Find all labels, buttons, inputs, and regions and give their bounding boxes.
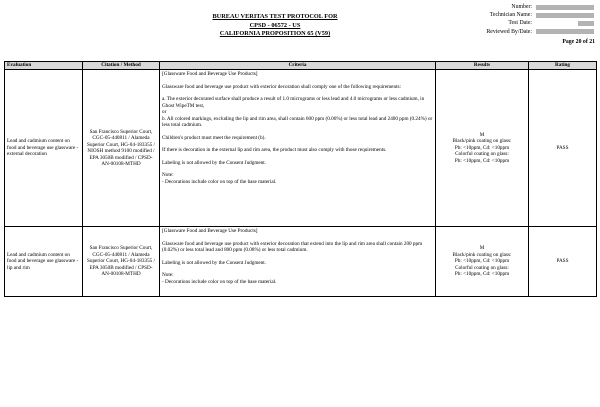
citation-cell: San Francisco Superior Court, CGC-05-440811 / Alameda Superior Court, HG-04-183355 / EPA 3050B modified / CPSD-AN-00108-MTHD [83,227,160,297]
reviewed-row [420,28,596,36]
test-date-row [420,19,596,27]
criteria-line: Labeling is not allowed by the Consent Judgment. [162,259,267,266]
col-results: Results [436,62,529,70]
evaluation-cell: Lead and cadmium content on food and beverage use glassware - lip and rim [5,227,83,297]
technician-label: Technician Name: [489,12,532,19]
result-line: Black/pink coating on glass: [452,251,512,258]
report-meta [420,3,596,36]
criteria-line: [Glassware Food and Beverage Use Products] [162,71,258,77]
result-line: Pb: <10ppm, Cd: <10ppm [454,144,510,151]
criteria-cell [160,227,436,297]
technician-row [420,11,596,19]
number-row [420,3,596,11]
result-line: Pb: <10ppm, Cd: <10ppm [454,258,510,265]
criteria-line: - Decorations include color on top of the base material. [162,178,277,185]
number-label: Number: [511,4,532,10]
criteria-line: Glassware food and beverage use product with exterior decoration shall comply one of the following requirements: [162,83,401,90]
criteria-line: Note: [162,172,174,178]
criteria-cell [160,70,436,227]
criteria-line: Glassware food and beverage use product with exterior decoration that extend into the lip and rim area shall contain 200 ppm (0.02%) or less total lead and 800 ppm (0.08%) or less total cadmium. [162,240,423,253]
col-citation: Citation / Method [83,62,160,70]
table-row [5,227,597,297]
criteria-line: [Glassware Food and Beverage Use Products] [162,228,258,234]
citation-cell: San Francisco Superior Court, CGC-05-440811 / Alameda Superior Court, HG-04-183355 / NIOSH method 9100 modified / EPA 3050B modified / CPSD-AN-00108-MTHD [83,70,160,227]
rating-cell: PASS [529,227,597,297]
rating-cell: PASS [529,70,597,227]
criteria-line: Note: [162,272,174,278]
technician-redacted [536,13,594,18]
evaluation-cell: Lead and cadmium content on food and beverage use glassware - external decoration [5,70,83,227]
criteria-line: If there is decoration in the external lip and rim area, the product must also comply with those requirements. [162,147,387,153]
result-line: M [479,245,485,252]
number-redacted [536,5,594,10]
criteria-line: b. All colored markings, excluding the lip and rim area, shall contain 600 ppm (0.06%) or less total lead and 2400 ppm (0.24%) or less total cadmium. [162,115,433,128]
col-criteria: Criteria [160,62,436,70]
evaluation-table [4,61,597,297]
reviewed-label: Reviewed By/Date: [486,28,532,35]
criteria-line: Labeling is not allowed by the Consent Judgment. [162,159,267,166]
test-date-label: Test Date: [508,20,532,27]
result-line: Colorful coating on glass: [455,264,509,271]
criteria-line: - Decorations include color on top of the base material. [162,278,277,285]
results-cell [436,70,529,227]
page-number: Page 20 of 21 [562,39,595,45]
criteria-line: a. The exterior decorated surface shall produce a result of 1.0 micrograms or less lead and 4.0 micrograms or less cadmium, in Ghost WipeTM test, [162,96,425,109]
title-line-1: BUREAU VERITAS TEST PROTOCOL FOR [212,13,338,20]
col-rating: Rating [529,62,597,70]
title-line-2: CPSD - 06572 - US [249,21,301,29]
result-line: Pb: <10ppm, Cd: <10ppm [454,271,510,278]
col-evaluation: Evaluation [5,62,83,70]
table-header-row [5,62,597,70]
results-cell [436,227,529,297]
criteria-line: Children's product must meet the requirement (b). [162,134,266,141]
result-line: Pb: <10ppm, Cd: <10ppm [454,157,510,164]
protocol-title [190,13,360,39]
reviewed-redacted [536,29,594,34]
result-line: Black/pink coating on glass: [452,138,512,145]
table-row [5,70,597,227]
title-line-3: CALIFORNIA PROPOSITION 65 (V59) [219,30,331,38]
test-date-redacted [578,21,594,26]
result-line: M [479,131,485,138]
criteria-line: or [162,109,167,115]
result-line: Colorful coating on glass: [455,151,509,158]
